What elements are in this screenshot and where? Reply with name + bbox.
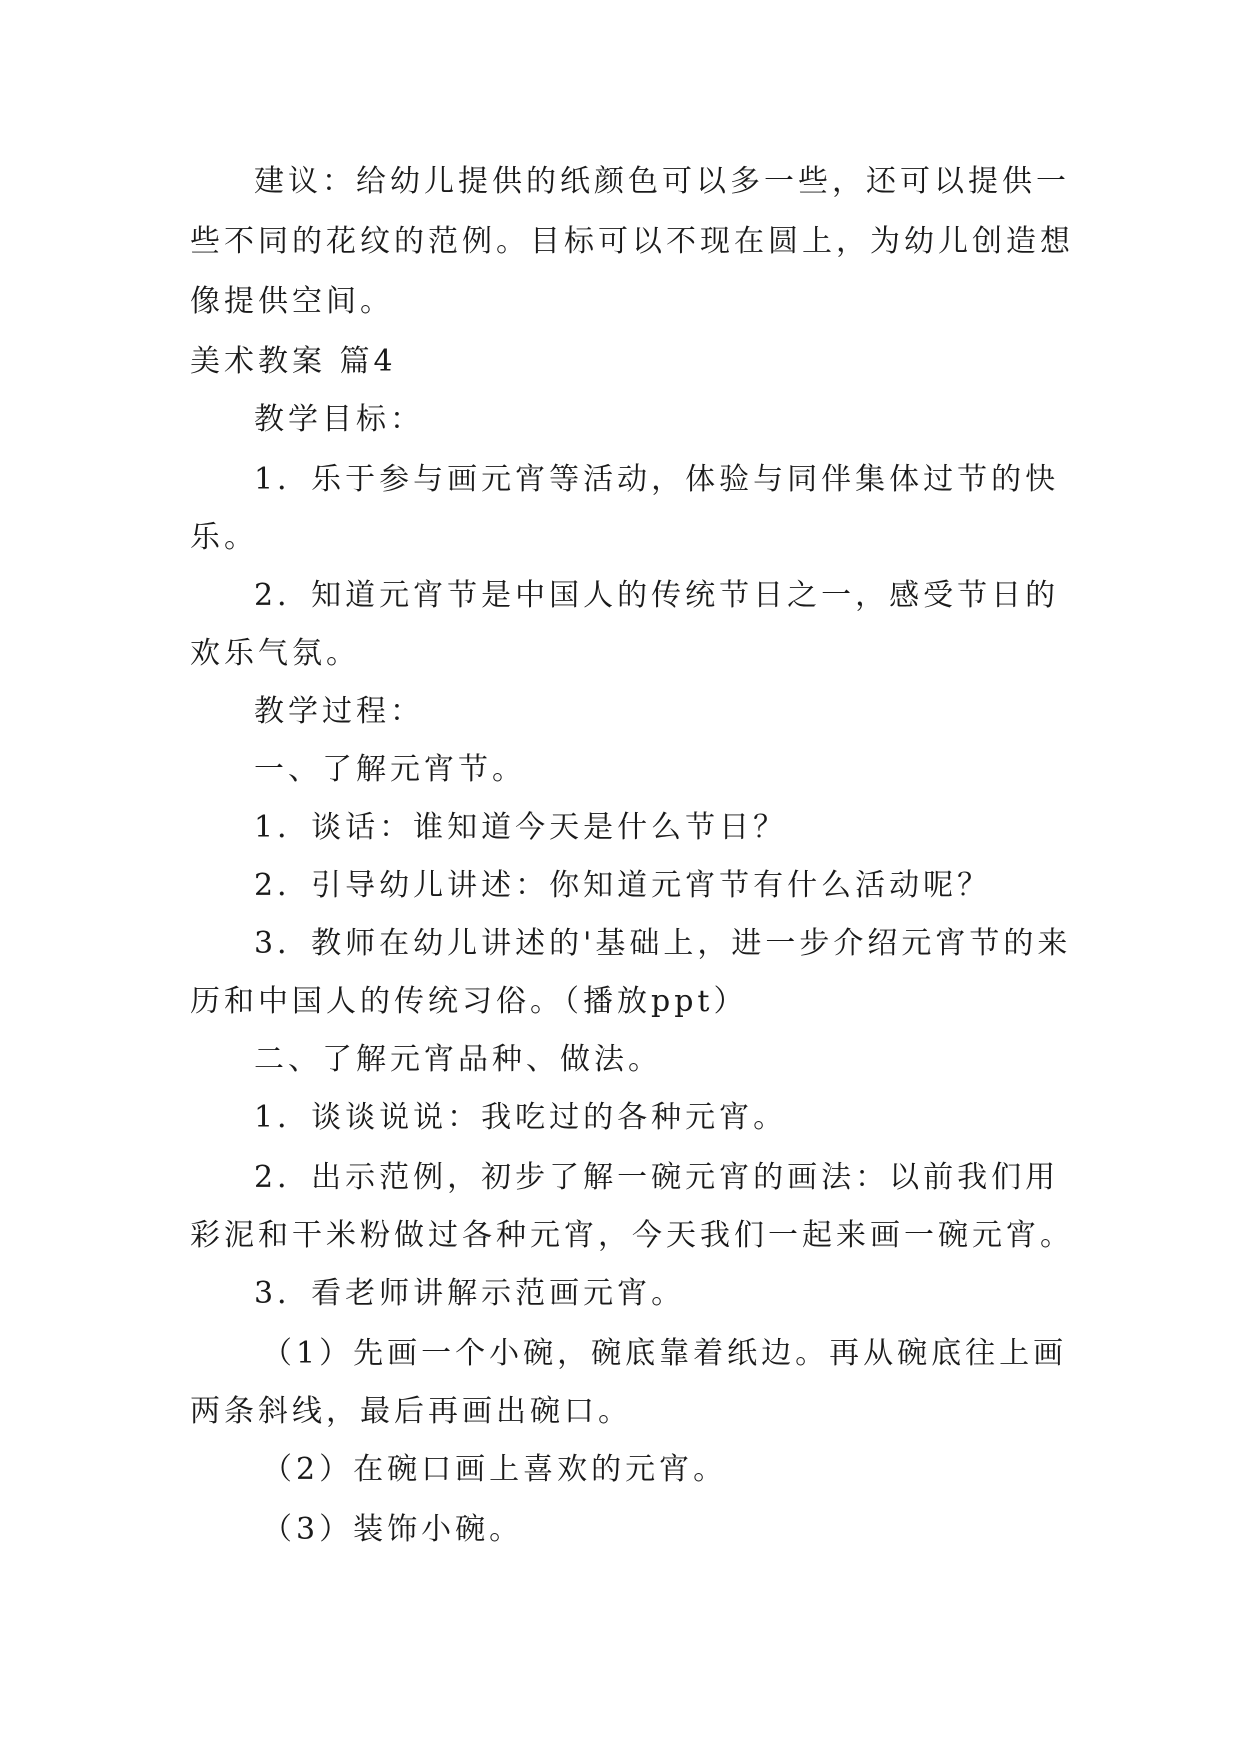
paragraph-line: 彩泥和干米粉做过各种元宵，今天我们一起来画一碗元宵。: [190, 1218, 1074, 1253]
section-title: 美术教案 篇4: [190, 344, 397, 379]
paragraph-line: 欢乐气氛。: [190, 636, 360, 671]
paragraph-line: 像提供空间。: [190, 284, 394, 319]
paragraph-line: （1）先画一个小碗，碗底靠着纸边。再从碗底往上画: [262, 1336, 1068, 1371]
paragraph-line: 3．看老师讲解示范画元宵。: [254, 1276, 686, 1311]
paragraph-line: （2）在碗口画上喜欢的元宵。: [262, 1452, 728, 1487]
paragraph-line: 些不同的花纹的范例。目标可以不现在圆上，为幼儿创造想: [190, 224, 1074, 259]
heading-line: 一、了解元宵节。: [254, 752, 526, 787]
paragraph-line: 3．教师在幼儿讲述的'基础上，进一步介绍元宵节的来: [254, 926, 1072, 961]
paragraph-line: 2．知道元宵节是中国人的传统节日之一，感受节日的: [254, 578, 1060, 613]
heading-line: 教学过程：: [254, 694, 424, 729]
paragraph-line: （3）装饰小碗。: [262, 1512, 524, 1547]
paragraph-line: 两条斜线，最后再画出碗口。: [190, 1394, 632, 1429]
paragraph-line: 1．谈话：谁知道今天是什么节日？: [254, 810, 788, 845]
heading-line: 教学目标：: [254, 402, 424, 437]
paragraph-line: 2．出示范例，初步了解一碗元宵的画法：以前我们用: [254, 1160, 1060, 1195]
paragraph-line: 建议：给幼儿提供的纸颜色可以多一些，还可以提供一: [254, 164, 1070, 199]
paragraph-line: 1．谈谈说说：我吃过的各种元宵。: [254, 1100, 788, 1135]
paragraph-line: 1．乐于参与画元宵等活动，体验与同伴集体过节的快: [254, 462, 1060, 497]
paragraph-line: 乐。: [190, 520, 258, 555]
paragraph-line: 历和中国人的传统习俗。（播放ppt）: [190, 984, 748, 1019]
heading-line: 二、了解元宵品种、做法。: [254, 1042, 662, 1077]
paragraph-line: 2．引导幼儿讲述：你知道元宵节有什么活动呢？: [254, 868, 992, 903]
